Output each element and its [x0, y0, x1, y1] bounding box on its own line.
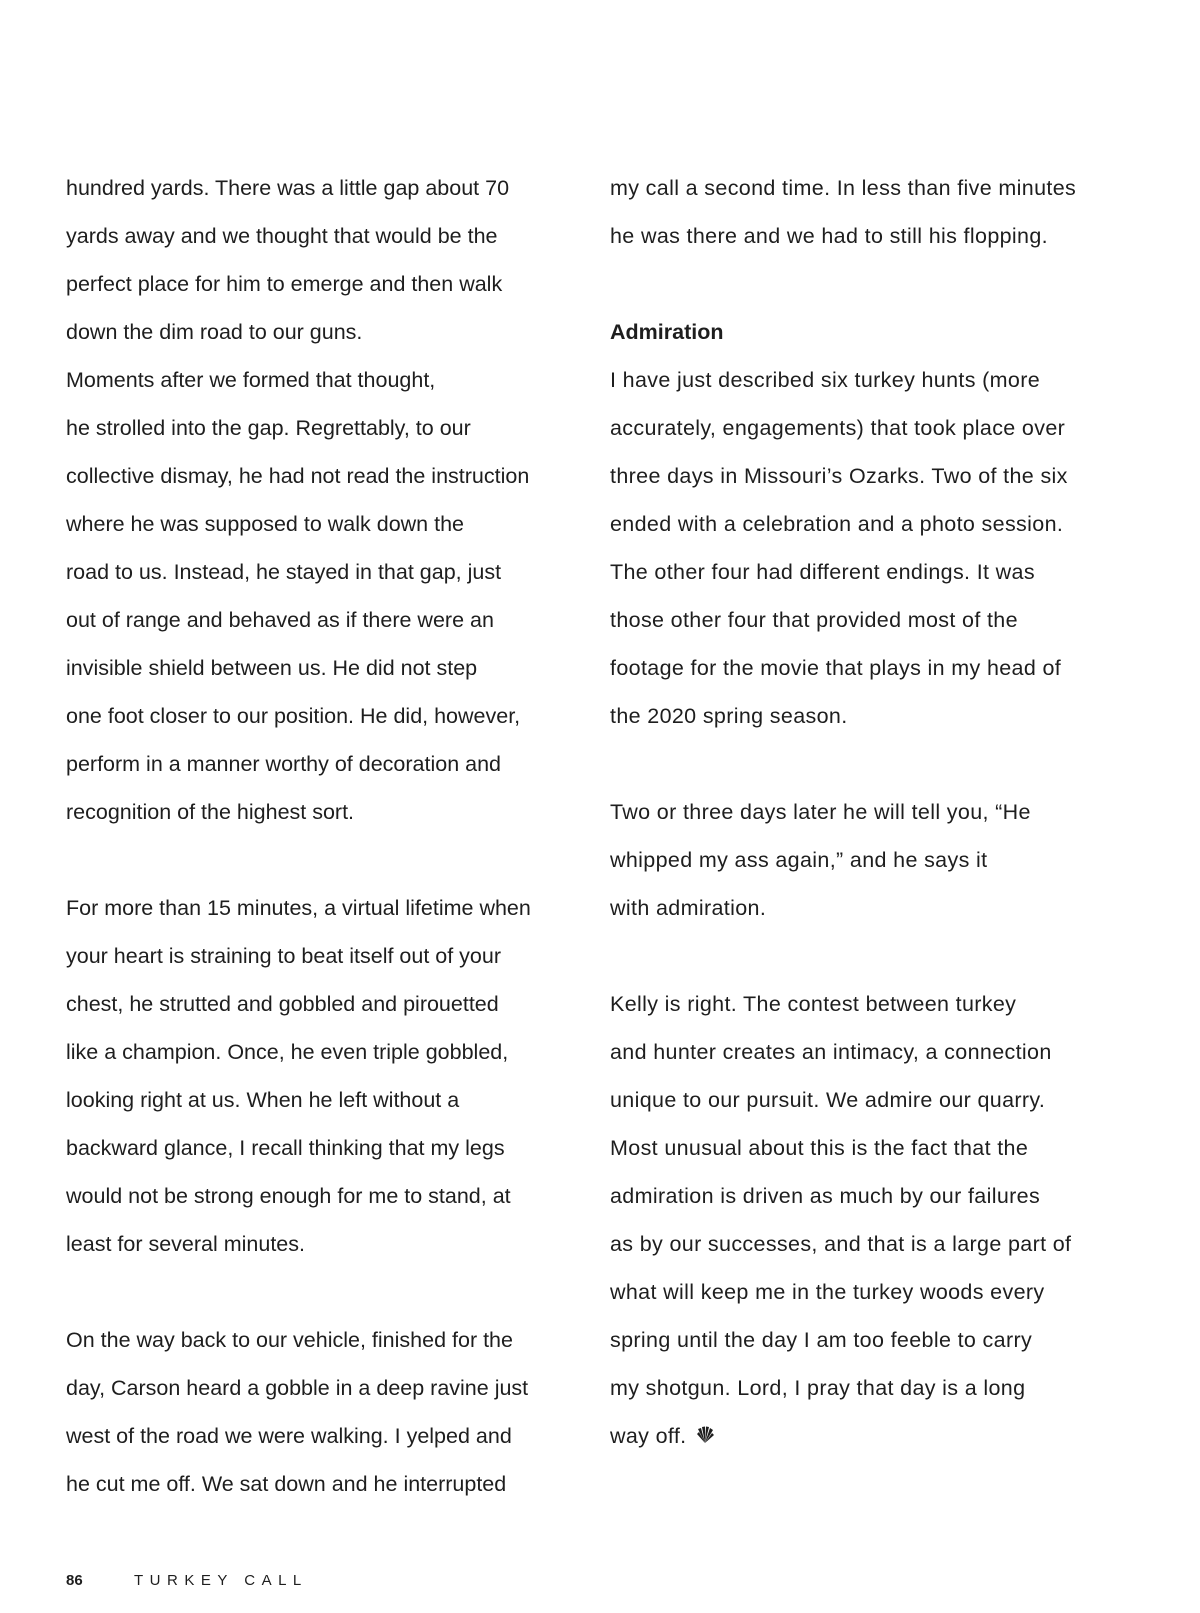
text-line: and hunter creates an intimacy, a connection: [610, 1040, 1052, 1064]
text-line: backward glance, I recall thinking that my legs: [66, 1136, 505, 1160]
text-line: out of range and behaved as if there were an: [66, 608, 494, 632]
text-line: what will keep me in the turkey woods every: [610, 1280, 1045, 1304]
text-line: where he was supposed to walk down the: [66, 512, 464, 536]
text-line: spring until the day I am too feeble to carry: [610, 1328, 1033, 1352]
text-line: Two or three days later he will tell you, “He: [610, 800, 1031, 824]
text-line: like a champion. Once, he even triple gobbled,: [66, 1040, 509, 1064]
paragraph-gap: [610, 932, 1130, 980]
text-line: invisible shield between us. He did not step: [66, 656, 478, 680]
text-line: chest, he strutted and gobbled and pirouetted: [66, 992, 499, 1016]
text-line: unique to our pursuit. We admire our quarry.: [610, 1088, 1046, 1112]
magazine-title: TURKEY CALL: [134, 1572, 308, 1589]
page-number: 86: [66, 1572, 83, 1589]
text-line: collective dismay, he had not read the instruction: [66, 464, 530, 488]
text-line: accurately, engagements) that took place over: [610, 416, 1066, 440]
text-line: would not be strong enough for me to stand, at: [66, 1184, 511, 1208]
text-line: On the way back to our vehicle, finished for the: [66, 1328, 513, 1352]
text-line: perform in a manner worthy of decoration and: [66, 752, 502, 776]
text-line: with admiration.: [610, 896, 767, 920]
left-text-column: [66, 164, 586, 1508]
text-line: For more than 15 minutes, a virtual lifetime when: [66, 896, 531, 920]
text-line: road to us. Instead, he stayed in that gap, just: [66, 560, 502, 584]
text-line: recognition of the highest sort.: [66, 800, 355, 824]
text-line: the 2020 spring season.: [610, 704, 848, 728]
text-line: down the dim road to our guns.: [66, 320, 363, 344]
text-line: looking right at us. When he left without a: [66, 1088, 460, 1112]
text-line: one foot closer to our position. He did, however,: [66, 704, 521, 728]
text-line: whipped my ass again,” and he says it: [610, 848, 988, 872]
paragraph-gap: [610, 740, 1130, 788]
text-line: yards away and we thought that would be the: [66, 224, 498, 248]
text-line: I have just described six turkey hunts (more: [610, 368, 1041, 392]
text-line: he strolled into the gap. Regrettably, to our: [66, 416, 471, 440]
right-text-column: [610, 164, 1130, 1460]
text-line: he was there and we had to still his flopping.: [610, 224, 1048, 248]
last-line-text: way off.: [610, 1424, 687, 1448]
article-last-line: [610, 1412, 1130, 1460]
text-line: day, Carson heard a gobble in a deep ravine just: [66, 1376, 529, 1400]
text-line: Most unusual about this is the fact that the: [610, 1136, 1029, 1160]
text-line: my shotgun. Lord, I pray that day is a long: [610, 1376, 1026, 1400]
text-line: admiration is driven as much by our failures: [610, 1184, 1041, 1208]
text-line: least for several minutes.: [66, 1232, 305, 1256]
text-line: as by our successes, and that is a large part of: [610, 1232, 1072, 1256]
page-footer: [66, 1571, 308, 1591]
text-line: hundred yards. There was a little gap about 70: [66, 176, 510, 200]
paragraph-gap: [66, 836, 586, 884]
paragraph-gap: [610, 260, 1130, 308]
turkey-fan-end-mark-icon: [695, 1414, 715, 1462]
text-line: my call a second time. In less than five minutes: [610, 176, 1077, 200]
text-line: he cut me off. We sat down and he interrupted: [66, 1472, 507, 1496]
paragraph-gap: [66, 1268, 586, 1316]
text-line: Moments after we formed that thought,: [66, 368, 436, 392]
text-line: ended with a celebration and a photo session.: [610, 512, 1064, 536]
text-line: Kelly is right. The contest between turkey: [610, 992, 1017, 1016]
text-line: perfect place for him to emerge and then walk: [66, 272, 503, 296]
text-line: your heart is straining to beat itself out of your: [66, 944, 502, 968]
text-line: west of the road we were walking. I yelped and: [66, 1424, 512, 1448]
text-line: The other four had different endings. It was: [610, 560, 1035, 584]
text-line: those other four that provided most of the: [610, 608, 1018, 632]
section-heading: Admiration: [610, 320, 724, 344]
text-line: footage for the movie that plays in my head of: [610, 656, 1062, 680]
text-line: three days in Missouri’s Ozarks. Two of the six: [610, 464, 1068, 488]
